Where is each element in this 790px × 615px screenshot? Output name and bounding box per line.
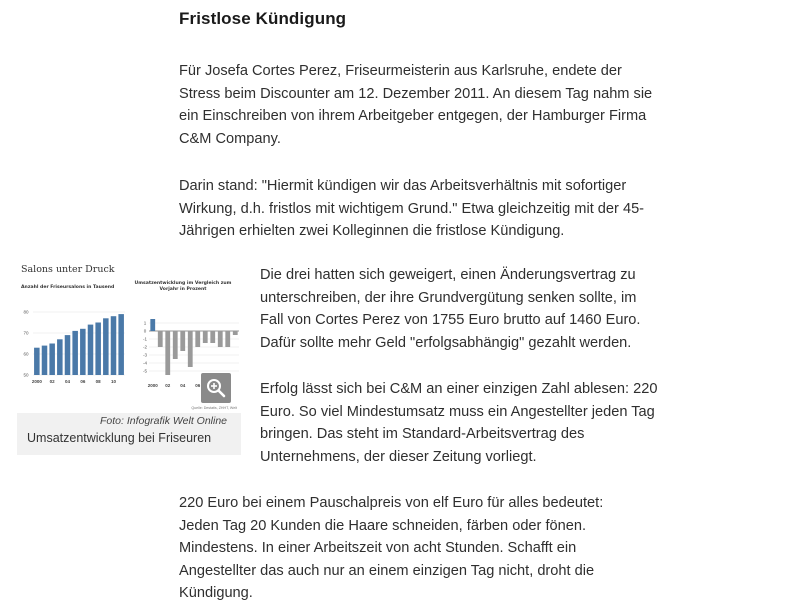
chart2-bar (158, 331, 163, 347)
chart2-xtick-label: 04 (180, 383, 186, 388)
chart2-ytick-label: -3 (142, 352, 148, 358)
chart1-bar (34, 348, 40, 375)
chart2-ytick-label: -2 (142, 344, 148, 350)
infographic-image[interactable] (17, 257, 241, 413)
paragraph-5: 220 Euro bei einem Pauschalpreis von elf Euro für alles bedeutet: Jeden Tag 20 Kunden die Haare schneiden, färben oder fönen. Mindestens. In einer Arbeitszeit von acht Stunden. Schafft ein Angestellter das auch nur an einem einzigen Tag nicht, droht die Kündigung. (179, 495, 604, 602)
figure-caption-box (17, 413, 241, 455)
chart1-xtick-label: 04 (64, 379, 71, 384)
chart1-ytick-label: 70 (23, 330, 29, 336)
chart2-xtick-label: 2000 (147, 383, 158, 388)
chart1-bar (42, 346, 48, 375)
chart2-title-line: Vorjahr in Prozent (159, 287, 207, 292)
chart2-xtick-label: 06 (195, 383, 201, 388)
infographic-source: Quelle: Destatis, ZHHT, Welt (191, 406, 237, 410)
chart1-bar (80, 329, 86, 375)
chart2-bar (165, 331, 170, 375)
chart2-bar (188, 331, 193, 367)
chart2-ytick-label: -5 (142, 368, 148, 374)
figure-credit: Foto: Infografik Welt Online (99, 415, 227, 427)
chart1-bar (49, 344, 55, 376)
figure-caption: Umsatzentwicklung bei Friseuren (27, 431, 212, 445)
chart2-bar (225, 331, 230, 347)
chart1-xtick-label: 02 (49, 379, 55, 384)
chart2-title-line: Umsatzentwicklung im Vergleich zum (134, 281, 232, 286)
chart2-bar (173, 331, 178, 359)
chart1-ytick-label: 50 (23, 372, 29, 378)
chart2-title (135, 280, 232, 292)
chart2-bar (150, 319, 155, 331)
chart1-bar (111, 316, 117, 375)
chart1-ytick-label: 80 (23, 309, 29, 315)
zoom-in-button[interactable] (201, 373, 231, 403)
zoom-in-icon (206, 378, 226, 398)
chart2-bar (180, 331, 185, 351)
chart1-bar (72, 331, 78, 375)
chart1-bar (65, 335, 71, 375)
chart1-ytick-label: 60 (23, 351, 29, 357)
chart2-ytick-label: -1 (142, 336, 148, 342)
chart2-bar (218, 331, 223, 347)
chart1-xtick-label: 08 (95, 379, 101, 384)
chart2-ytick-label: 1 (143, 320, 147, 326)
chart2-bar (233, 331, 238, 335)
chart1-bar (88, 325, 94, 375)
paragraph-2: Darin stand: "Hiermit kündigen wir das Arbeitsverhältnis mit sofortiger Wirkung, d.h. fristlos mit wichtigem Grund." Etwa gleichzeitig mit der 45-Jährigen erhielten zwei Kolleginnen die fristlose Kündigung. (179, 178, 645, 240)
chart1-title: Anzahl der Friseursalons in Tausend (21, 285, 115, 290)
chart2-ytick-label: 0 (143, 328, 147, 334)
chart2-bar (203, 331, 208, 343)
article-figure (17, 257, 241, 455)
chart1-bar (103, 318, 109, 375)
paragraph-4: Erfolg lässt sich bei C&M an einer einzigen Zahl ablesen: 220 Euro. So viel Mindestumsatz muss ein Angestellter jeden Tag bringen. Das steht im Standard-Arbeitsvertrag des Unternehmens, der dieser Zeitung vorliegt. (260, 381, 658, 465)
paragraph-3: Die drei hatten sich geweigert, einen Änderungsvertrag zu unterschreiben, der ihre Grundvergütung senken sollte, im Fall von Cortes Perez von 1755 Euro brutto auf 1460 Euro. Dafür sollte mehr Geld "erfolgsabhängig" gezahlt werden. (260, 267, 641, 351)
chart2-xtick-label: 02 (165, 383, 171, 388)
chart1-bar (57, 339, 63, 375)
chart1-xtick-label: 10 (110, 379, 117, 384)
paragraph-1: Für Josefa Cortes Perez, Friseurmeisterin aus Karlsruhe, endete der Stress beim Discounter am 12. Dezember 2011. An diesem Tag nahm sie ein Einschreiben von ihrem Arbeitgeber entgegen, der Hamburger Firma C&M Company. (179, 63, 653, 147)
chart1-xtick-label: 2000 (31, 379, 42, 384)
infographic-title: Salons unter Druck (21, 264, 115, 275)
article-headline: Fristlose Kündigung (179, 9, 347, 28)
chart2-bar (195, 331, 200, 347)
chart1-xtick-label: 06 (80, 379, 86, 384)
chart2-bar (210, 331, 215, 343)
chart1-bar (118, 314, 124, 375)
chart1-bar (95, 323, 101, 376)
chart2-ytick-label: -4 (142, 360, 148, 366)
